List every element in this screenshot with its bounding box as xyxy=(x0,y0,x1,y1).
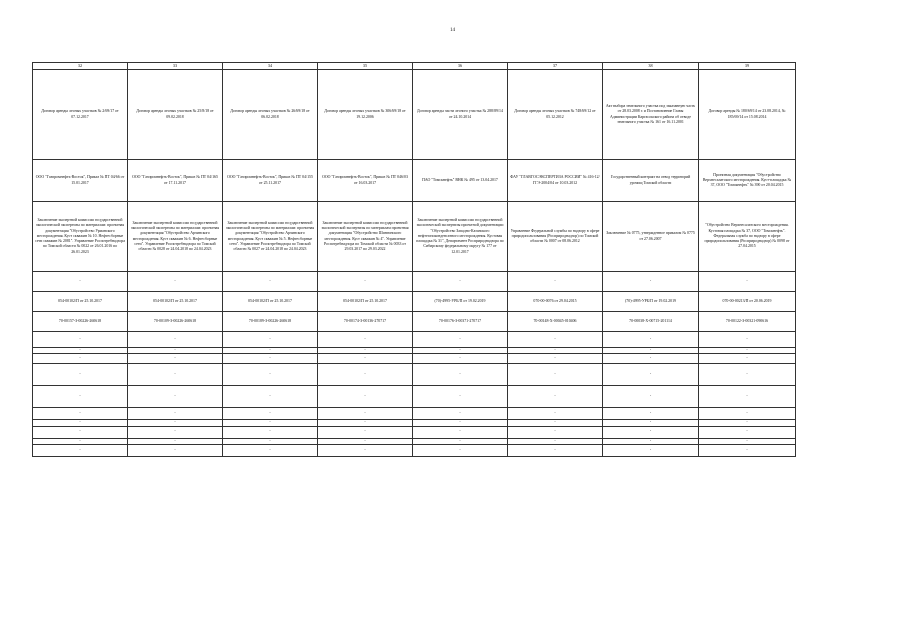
table-cell: - xyxy=(699,354,796,364)
table-cell: - xyxy=(318,348,413,354)
table-cell: - xyxy=(33,348,128,354)
table-cell: - xyxy=(508,438,603,444)
table-cell: Договор аренды части лесного участка № 288/89/14 от 24.10.2014 xyxy=(413,70,508,160)
table-cell: - xyxy=(318,332,413,348)
table-cell: - xyxy=(603,332,699,348)
table-cell: Проектная документация "Обустройство Верхнесалатского месторождения. Куст-площадка № 37, ООО "Томскнефть" № 390 от 20.04.2015 xyxy=(699,160,796,202)
row-gge-numbers xyxy=(33,292,796,312)
table-cell: - xyxy=(128,364,223,386)
table-cell: 70-00038-Х-00715-201114 xyxy=(603,312,699,332)
table-cell: - xyxy=(318,354,413,364)
table-cell: - xyxy=(33,408,128,420)
column-number: 36 xyxy=(413,63,508,70)
table-cell: 70-00109-З-00226-260618 xyxy=(128,312,223,332)
table-cell: - xyxy=(128,438,223,444)
table-cell: - xyxy=(603,272,699,292)
table-cell: ООО "Газпромнефть-Восток", Приказ № ПТ 04/155 от 25.11.2017 xyxy=(223,160,318,202)
row-lease-contracts xyxy=(33,70,796,160)
table-cell: 070-00-0076 от 29.04.2015 xyxy=(508,292,603,312)
table-cell: - xyxy=(603,420,699,426)
table-cell: - xyxy=(699,420,796,426)
table-cell: - xyxy=(223,354,318,364)
table-cell: - xyxy=(508,348,603,354)
table-cell: - xyxy=(128,408,223,420)
table-cell: Заключение экспертной комиссии государственной экологической экспертизы по материалам: проектная документация "Обустройство Арчинского месторождения. Куст скважин № 6. Нефтесборные сети". Управление Роспотребнадзора по Томской области № 0028 от 24.04.2018 по 24.04.2023 xyxy=(128,202,223,272)
table-cell: - xyxy=(318,408,413,420)
table-cell: - xyxy=(318,272,413,292)
row-dash-7 xyxy=(33,408,796,420)
table-cell: Государственный контракт на отвод территорий урочищ Томской области xyxy=(603,160,699,202)
table-cell: 70-00157-З-00226-260618 xyxy=(33,312,128,332)
table-cell: - xyxy=(508,420,603,426)
row-dash-1 xyxy=(33,272,796,292)
table-cell: Договор аренды № 180/69/14 от 23.08.2014, № 185/69/14 от 15.08.2014 xyxy=(699,70,796,160)
row-dash-5 xyxy=(33,364,796,386)
table-cell: - xyxy=(699,332,796,348)
table-cell: Акт выбора земельного участка под заказанную часть от 28.03.2008 г. и Постановление Главы Администрации Каргасокского района об отводе земельного участка № 161 от 16.11.2001 xyxy=(603,70,699,160)
table-cell: Заключение экспертной комиссии государственной экологической экспертизы по материалам: проектная документация "Обустройство Урманского месторождения. Куст скважин № 10. Нефтесборные сети скважин № 2081". Управление Роспотребнадзора по Томской области № 0022 от 26.01.2016 по 26.01.2023 xyxy=(33,202,128,272)
table-cell: 70-00176-З-00371-270717 xyxy=(413,312,508,332)
row-permit-numbers xyxy=(33,312,796,332)
table-cell: Договор аренды лесных участков № 26/69/18 от 06.02.2018 xyxy=(223,70,318,160)
table-cell: - xyxy=(413,408,508,420)
register-table xyxy=(32,62,796,457)
table-cell: 054-00102/П от 25.10.2017 xyxy=(33,292,128,312)
row-licenses xyxy=(33,160,796,202)
row-dash-9 xyxy=(33,426,796,438)
table-cell: - xyxy=(33,386,128,408)
table-cell: - xyxy=(223,426,318,438)
table-cell: Заключение экспертной комиссии государственной экологической экспертизы по материалам проектная документация "Обустройство Шингинского месторождения. Куст скважин № 4". Управление Роспотребнадзора по Томской области № 0033 от 29.03.2017 по 29.03.2022 xyxy=(318,202,413,272)
table-cell: Договор аренды лесных участков № 2⁠/69/17 от 07.12.2017 xyxy=(33,70,128,160)
table-cell: - xyxy=(508,386,603,408)
table-cell: (70)-4995-УРБ/П от 19.02.2019 xyxy=(413,292,508,312)
table-cell: - xyxy=(699,426,796,438)
table-cell: - xyxy=(508,332,603,348)
table-cell: ООО "Газпромнефть-Восток", Приказ № ПТ 04/66 от 15.01.2017 xyxy=(33,160,128,202)
table-cell: Договор аренды лесных участков № 748/69/12 от 05.12.2012 xyxy=(508,70,603,160)
table-cell: - xyxy=(128,420,223,426)
table-cell: - xyxy=(508,426,603,438)
table-cell: - xyxy=(33,438,128,444)
table-cell: - xyxy=(318,438,413,444)
table-cell: - xyxy=(223,438,318,444)
table-cell: - xyxy=(128,354,223,364)
table-cell: - xyxy=(318,420,413,426)
table-cell: - xyxy=(413,444,508,456)
table-cell: - xyxy=(603,444,699,456)
table-cell: - xyxy=(603,348,699,354)
table-cell: - xyxy=(603,408,699,420)
column-number: 34 xyxy=(223,63,318,70)
row-dash-4 xyxy=(33,354,796,364)
table-cell: Заключение экспертной комиссии государственной экологической экспертизы по материалам: проектная документация "Обустройство Арчинского месторождения. Куст скважин № 5. Нефтесборные сети". Управление Роспотребнадзора по Томской области № 0027 от 24.04.2018 по 24.04.2023 xyxy=(223,202,318,272)
table-cell: - xyxy=(318,386,413,408)
table-cell: - xyxy=(318,364,413,386)
table-cell: - xyxy=(603,354,699,364)
table-cell: - xyxy=(699,438,796,444)
table-cell: - xyxy=(699,408,796,420)
table-cell: - xyxy=(318,426,413,438)
table-cell: - xyxy=(413,332,508,348)
table-cell: - xyxy=(33,332,128,348)
table-cell: 054-00102/П от 25.10.2017 xyxy=(223,292,318,312)
table-cell: - xyxy=(223,348,318,354)
table-cell: (70)-4995-УРБ/П от 19.02.2019 xyxy=(603,292,699,312)
table-cell: - xyxy=(699,386,796,408)
table-cell: - xyxy=(413,426,508,438)
table-cell: - xyxy=(508,444,603,456)
column-number: 38 xyxy=(603,63,699,70)
table-cell: ООО "Газпромнефть-Восток", Приказ № ПТ 04/165 от 17.11.2017 xyxy=(128,160,223,202)
table-cell: - xyxy=(413,348,508,354)
table-cell: - xyxy=(413,364,508,386)
table-cell: 70-00122-З-00321-090616 xyxy=(699,312,796,332)
table-cell: ФАУ "ГЛАВГОСЭКСПЕРТИЗА РОССИИ" № 416-12/ГГЭ-2004/04 от 10.03.2012 xyxy=(508,160,603,202)
column-number: 33 xyxy=(128,63,223,70)
table-cell: - xyxy=(603,426,699,438)
row-dash-11 xyxy=(33,444,796,456)
table-cell: Договор аренды лесных участков № 25/8/18 от 09.02.2018 xyxy=(128,70,223,160)
table-cell: - xyxy=(33,364,128,386)
table-cell: 70-00174-З-00136-270717 xyxy=(318,312,413,332)
table-cell: 070-00-00213/П от 20.06.2019 xyxy=(699,292,796,312)
table-cell: - xyxy=(33,272,128,292)
column-number: 35 xyxy=(318,63,413,70)
table-cell: - xyxy=(33,354,128,364)
row-dash-2 xyxy=(33,332,796,348)
row-expert-conclusions xyxy=(33,202,796,272)
column-number: 39 xyxy=(699,63,796,70)
table-cell: - xyxy=(508,354,603,364)
table-cell: 054-00102/П от 25.10.2017 xyxy=(318,292,413,312)
table-cell: - xyxy=(223,332,318,348)
table-cell: - xyxy=(413,420,508,426)
table-cell: - xyxy=(603,386,699,408)
table-cell: ПАО "Томскнефть" ВНК № 495 от 13.04.2017 xyxy=(413,160,508,202)
table-cell: - xyxy=(699,444,796,456)
table-cell: Заключение № 0775, утвержденное приказом № 0775 от 27.06.2007 xyxy=(603,202,699,272)
table-cell: - xyxy=(413,386,508,408)
column-number-row xyxy=(33,63,796,70)
table-cell: Управление Федеральной службы по надзору в сфере природопользования (Росприроднадзор) по Томской области № 0007 от 08.06.2012 xyxy=(508,202,603,272)
table-cell: - xyxy=(223,444,318,456)
table-cell: 054-00102/П от 25.10.2017 xyxy=(128,292,223,312)
page-number: 14 xyxy=(450,28,455,33)
table-cell: - xyxy=(223,272,318,292)
table-cell: - xyxy=(128,272,223,292)
table-cell: - xyxy=(223,364,318,386)
table-cell: ООО "Газпромнефть-Восток", Приказ № ПТ 046/03 от 16.03.2017 xyxy=(318,160,413,202)
table-cell: Заключение экспертной комиссии государственной экологической экспертизы проектной документации "Обустройство Западно-Казанского нефтегазоконденсатного месторождения. Кустовая площадка № 31", Департамент Росприроднадзора по Сибирскому федеральному округу № 177 от 12.01.2017 xyxy=(413,202,508,272)
row-dash-6 xyxy=(33,386,796,408)
column-number: 37 xyxy=(508,63,603,70)
table-cell: - xyxy=(508,272,603,292)
table-cell: - xyxy=(223,408,318,420)
table-cell: - xyxy=(128,426,223,438)
table-cell: 70-00189-З-00226-260618 xyxy=(223,312,318,332)
table-cell: - xyxy=(699,272,796,292)
table-cell: - xyxy=(413,438,508,444)
table-cell: - xyxy=(128,444,223,456)
table-cell: - xyxy=(318,444,413,456)
table-cell: - xyxy=(413,272,508,292)
table-cell: - xyxy=(33,444,128,456)
table-cell: - xyxy=(128,348,223,354)
table-cell: - xyxy=(603,438,699,444)
table-cell: - xyxy=(603,364,699,386)
table-cell: - xyxy=(508,364,603,386)
table-cell: - xyxy=(33,420,128,426)
table-cell: 70-00148-Х-00045-010406 xyxy=(508,312,603,332)
table-cell: "Обустройство Верхнесалатского месторождения. Кустовая площадка № 37, ООО "Томскнефть". Федеральная служба по надзору в сфере природопользования (Росприроднадзор) № 0098 от 27.04.2015 xyxy=(699,202,796,272)
table-cell: - xyxy=(223,386,318,408)
table-cell: Договор аренды лесных участков № 306/69/18 от 19.12.2006 xyxy=(318,70,413,160)
table-cell: - xyxy=(699,364,796,386)
column-number: 32 xyxy=(33,63,128,70)
table-cell: - xyxy=(128,332,223,348)
table-cell: - xyxy=(223,420,318,426)
table-cell: - xyxy=(699,348,796,354)
table-cell: - xyxy=(508,408,603,420)
table-cell: - xyxy=(128,386,223,408)
table-cell: - xyxy=(33,426,128,438)
table-cell: - xyxy=(413,354,508,364)
